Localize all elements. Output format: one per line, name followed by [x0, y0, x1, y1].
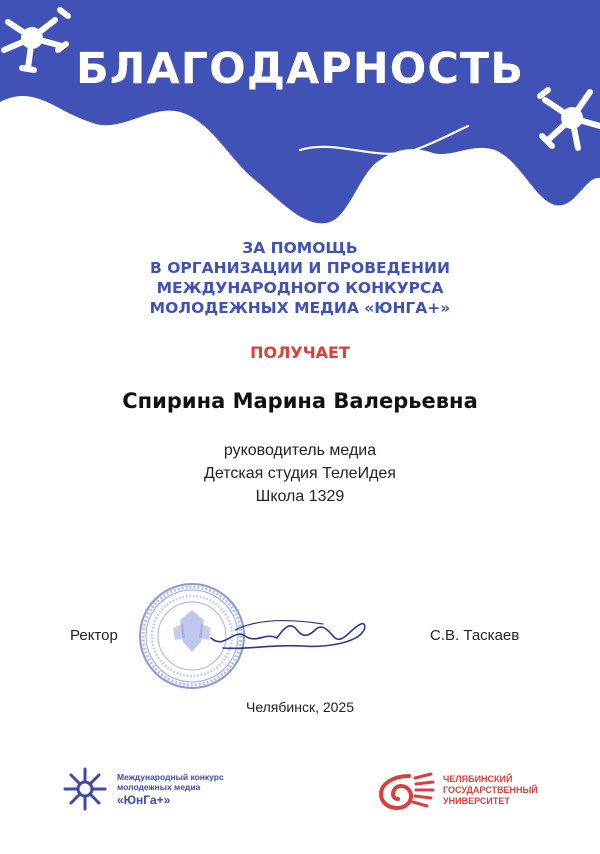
place-and-date: Челябинск, 2025 [245, 699, 355, 715]
recipient-name: Спирина Марина Валерьевна [122, 389, 478, 413]
university-logo [375, 770, 575, 820]
recipient-details [0, 439, 600, 508]
signer-name: С.В. Таскаев [430, 627, 520, 644]
purpose-line: МЕЖДУНАРОДНОГО КОНКУРСА [156, 279, 444, 297]
purpose-line: МОЛОДЕЖНЫХ МЕДИА «ЮНГА+» [149, 299, 451, 317]
recipient-school: Школа 1329 [255, 488, 345, 505]
header-wave-background [0, 0, 600, 240]
rector-signature [205, 608, 370, 663]
contest-logo-line: молодежных медиа [117, 782, 201, 792]
recipient-organization: Детская студия ТелеИдея [204, 465, 396, 482]
contest-snowflake-logo-icon [62, 766, 108, 812]
contest-logo [62, 766, 282, 826]
contest-logo-line: Международный конкурс [117, 772, 224, 782]
university-logo-text [443, 774, 538, 807]
purpose-line: ЗА ПОМОЩЬ [242, 239, 358, 257]
signer-role: Ректор [70, 627, 118, 644]
university-logo-line: ГОСУДАРСТВЕННЫЙ [443, 785, 538, 795]
receives-label: ПОЛУЧАЕТ [250, 343, 350, 362]
recipient-position: руководитель медиа [223, 442, 377, 459]
university-logo-line: УНИВЕРСИТЕТ [443, 796, 510, 806]
purpose-text [0, 238, 600, 318]
university-logo-line: ЧЕЛЯБИНСКИЙ [443, 774, 513, 784]
university-spiral-logo-icon [375, 770, 435, 812]
certificate-title: БЛАГОДАРНОСТЬ [75, 44, 525, 94]
contest-logo-text [117, 772, 224, 808]
contest-logo-name: «ЮнГа+» [117, 793, 171, 807]
purpose-line: В ОРГАНИЗАЦИИ И ПРОВЕДЕНИИ [150, 259, 450, 277]
